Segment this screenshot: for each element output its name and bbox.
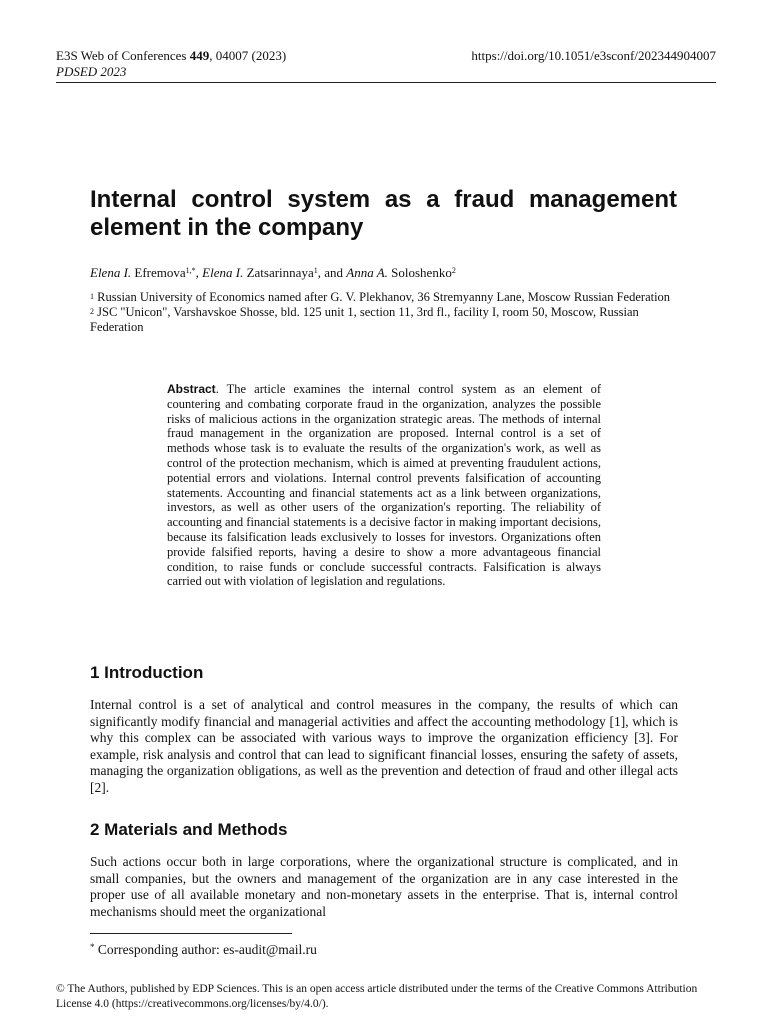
- affiliation: $^1$ Russian University of Economics named after G. V. Plekhanov, 36 Stremyanny Lane, Moscow Russian Federation: [90, 290, 671, 304]
- abstract: [167, 382, 601, 589]
- author: Anna A. Soloshenko$^2$: [346, 265, 456, 280]
- section-paragraph-materials-methods: Such actions occur both in large corporations, where the organizational structure is complicated, and in small companies, but the owners and management of the organization are in any case interested in the proper use of all available monetary and non-monetary assets in the enterprise. That is, internal control mechanisms should meet the organizational: [90, 854, 678, 919]
- section-heading-materials-methods: 2 Materials and Methods: [90, 820, 288, 839]
- paper-title: Internal control system as a fraud management element in the company: [90, 186, 677, 241]
- journal-citation: E3S Web of Conferences 449, 04007 (2023): [56, 48, 287, 63]
- header-divider: [56, 82, 716, 83]
- affiliation: $^2$ JSC "Unicon", Varshavskoe Shosse, bld. 125 unit 1, section 11, 3rd fl., facility I, room 50, Moscow, Russian Federation: [90, 305, 639, 334]
- author: Elena I. Zatsarinnaya$^1$: [202, 265, 318, 280]
- footnote-divider: [90, 933, 292, 934]
- journal-volume: 449: [189, 48, 210, 63]
- conference-name: PDSED 2023: [56, 64, 127, 79]
- author: Elena I. Efremova$^{1,*}$: [90, 265, 196, 280]
- author-list: Elena I. Efremova$^{1,*}$, Elena I. Zatsarinnaya$^1$, and Anna A. Soloshenko$^2$: [90, 265, 456, 280]
- abstract-label: Abstract: [167, 382, 216, 396]
- affiliations: [90, 290, 678, 335]
- footnote: * Corresponding author: es-audit@mail.ru: [90, 942, 317, 957]
- doi-link[interactable]: https://doi.org/10.1051/e3sconf/202344904007: [471, 48, 716, 63]
- license-notice: © The Authors, published by EDP Sciences. This is an open access article distributed under the terms of the Creative Commons Attribution License 4.0 (https://creativecommons.org/licenses/by/4.0/).: [56, 983, 698, 1010]
- running-header-left: [56, 48, 286, 80]
- abstract-text: . The article examines the internal control system as an element of countering and combating corporate fraud in the organization, analyzes the possible risks of malicious actions in the organization strategic areas. The methods of internal fraud management in the organization are proposed. Internal control is a set of methods whose task is to evaluate the results of the organization's work, as well as control of the protection mechanism, which is aimed at preventing fraudulent actions, potential errors and violations. Internal control prevents falsification of accounting statements. Accounting and financial statements act as a link between organizations, investors, as well as other users of the organization's reporting. The reliability of accounting and financial statements is a decisive factor in making important decisions, because its falsification leads exclusively to losses for investors. Organizations often provide falsified reports, having a desire to show a more advantageous financial condition, to raise funds or conclude successful contracts. Falsification is always carried out with violation of legislation and regulations.: [167, 382, 601, 589]
- section-heading-introduction: 1 Introduction: [90, 663, 204, 682]
- section-paragraph-introduction: Internal control is a set of analytical and control measures in the company, the results of which can significantly modify financial and managerial activities and affect the accounting methodology [1], which is why this complex can be associated with various ways to improve the organization efficiency [3]. For example, risk analysis and control that can lead to significant financial losses, ensuring the safety of assets, managing the organization obligations, as well as the prevention and detection of fraud and other illegal acts [2].: [90, 697, 678, 795]
